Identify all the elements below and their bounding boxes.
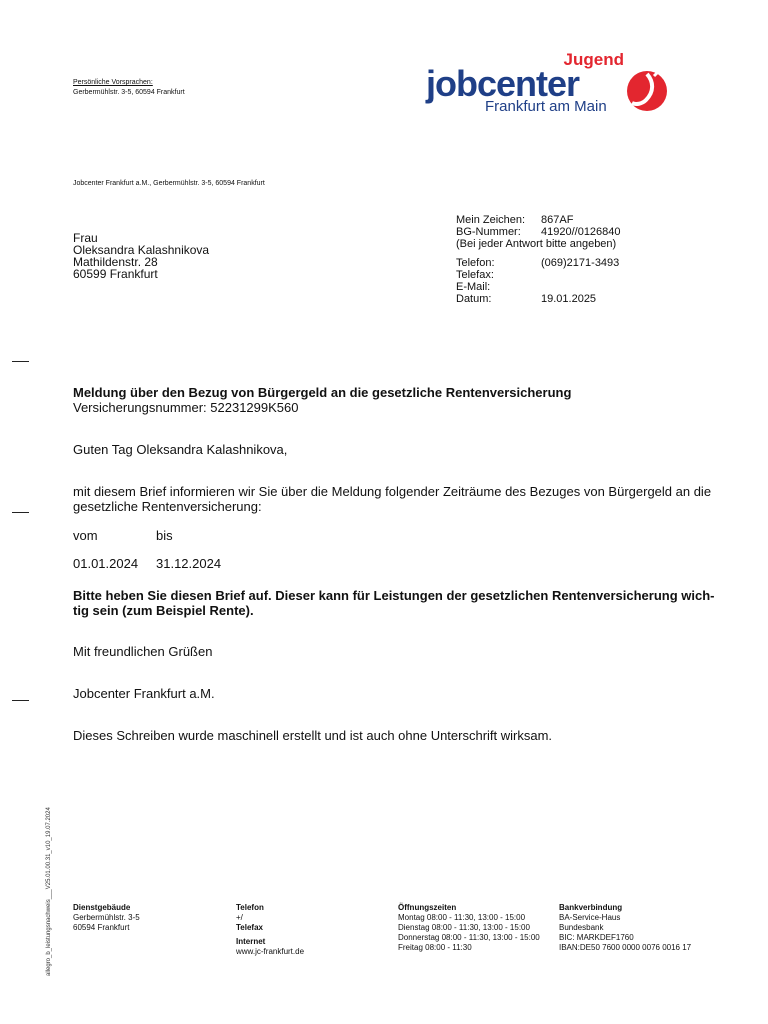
email-row	[456, 281, 621, 293]
period-header-from: vom	[73, 528, 98, 543]
footer-bank-line-3: BIC: MARKDEF1760	[559, 933, 634, 942]
sender-line: Jobcenter Frankfurt a.M., Gerbermühlstr. 3-5, 60594 Frankfurt	[73, 180, 265, 187]
intro-paragraph	[73, 484, 711, 514]
intro-line-2: gesetzliche Rentenversicherung:	[73, 499, 262, 514]
datum-value: 19.01.2025	[541, 293, 597, 305]
letter-subject: Meldung über den Bezug von Bürgergeld an die gesetzliche Rentenversicherung	[73, 385, 572, 400]
fold-mark-top	[12, 361, 29, 362]
form-code-vertical: allegro_b_leistungsnachweis___V25.01.00.31_v10_19.07.2024	[46, 807, 52, 976]
bg-nummer-label: BG-Nummer:	[456, 226, 521, 238]
greeting: Guten Tag Oleksandra Kalashnikova,	[73, 442, 288, 457]
fold-mark-bottom	[12, 700, 29, 701]
intro-line-1: mit diesem Brief informieren wir Sie über die Meldung folgender Zeiträume des Bezuges von Bürgergeld an die	[73, 484, 712, 499]
period-table	[73, 528, 221, 571]
logo-mark-icon	[624, 68, 670, 114]
footer-bank	[559, 903, 691, 953]
footer-building-line-2: 60594 Frankfurt	[73, 923, 130, 932]
period-header-to: bis	[156, 528, 173, 543]
logo-brand-text: jobcenter	[426, 63, 580, 104]
footer-hours-line-2: Dienstag 08:00 - 11:30, 13:00 - 15:00	[398, 923, 530, 932]
mein-zeichen-label: Mein Zeichen:	[456, 214, 526, 226]
recipient-name: Oleksandra Kalashnikova	[73, 243, 210, 257]
mein-zeichen-row	[456, 214, 621, 226]
logo-jugend-text: Jugend	[563, 50, 624, 69]
recipient-city: 60599 Frankfurt	[73, 267, 158, 281]
period-row	[73, 556, 221, 571]
telefon-row	[456, 257, 621, 269]
footer-bank-heading: Bankverbindung	[559, 903, 623, 912]
jobcenter-logo	[424, 48, 674, 118]
footer-bank-line-2: Bundesbank	[559, 923, 604, 932]
datum-row	[456, 293, 621, 305]
period-from: 01.01.2024	[73, 556, 139, 571]
footer-hours-heading: Öffnungszeiten	[398, 903, 457, 912]
footer-fax-heading: Telefax	[236, 923, 263, 932]
footer-hours-line-1: Montag 08:00 - 11:30, 13:00 - 15:00	[398, 913, 526, 922]
visit-address: Gerbermühlstr. 3-5, 60594 Frankfurt	[73, 89, 185, 96]
recipient-street: Mathildenstr. 28	[73, 255, 158, 269]
mein-zeichen-value: 867AF	[541, 214, 574, 226]
insurance-number: Versicherungsnummer: 52231299K560	[73, 400, 299, 415]
telefon-value: (069)2171-3493	[541, 257, 620, 269]
closing: Mit freundlichen Grüßen	[73, 644, 213, 659]
footer-building	[73, 903, 140, 933]
telefax-label: Telefax:	[456, 269, 494, 281]
footer-hours-line-3: Donnerstag 08:00 - 11:30, 13:00 - 15:00	[398, 933, 540, 942]
bg-nummer-value: 41920//0126840	[541, 226, 621, 238]
recipient-salutation: Frau	[73, 231, 98, 245]
footer-internet-heading: Internet	[236, 937, 266, 946]
period-to: 31.12.2024	[156, 556, 222, 571]
notice-line-1: Bitte heben Sie diesen Brief auf. Dieser kann für Leistungen der gesetzlichen Rentenversicherung wich-	[73, 588, 715, 603]
footer-bank-line-4: IBAN:DE50 7600 0000 0076 0016 17	[559, 943, 692, 952]
visit-heading: Persönliche Vorsprachen:	[73, 79, 153, 86]
fold-mark-middle	[12, 512, 29, 513]
footer-internet-value: www.jc-frankfurt.de	[236, 947, 305, 956]
reference-note: (Bei jeder Antwort bitte angeben)	[456, 238, 617, 250]
signature: Jobcenter Frankfurt a.M.	[73, 686, 215, 701]
notice-paragraph	[73, 588, 715, 618]
footer-hours-line-4: Freitag 08:00 - 11:30	[398, 943, 472, 952]
datum-label: Datum:	[456, 293, 492, 305]
footer-bank-line-1: BA-Service-Haus	[559, 913, 621, 922]
footer-phone-value: +/	[236, 913, 243, 922]
email-label: E-Mail:	[456, 281, 491, 293]
notice-line-2: tig sein (zum Beispiel Rente).	[73, 603, 254, 618]
footer-contact	[236, 903, 304, 957]
telefax-row	[456, 269, 621, 281]
telefon-label: Telefon:	[456, 257, 495, 269]
machine-note: Dieses Schreiben wurde maschinell erstellt und ist auch ohne Unterschrift wirksam.	[73, 728, 553, 743]
reference-block	[456, 214, 621, 305]
footer-phone-heading: Telefon	[236, 903, 264, 912]
logo-city-text: Frankfurt am Main	[485, 98, 607, 115]
recipient-block	[73, 232, 209, 280]
period-header-row	[73, 528, 221, 543]
footer-hours	[398, 903, 540, 953]
bg-nummer-row	[456, 226, 621, 238]
footer-building-heading: Dienstgebäude	[73, 903, 131, 912]
footer-building-line-1: Gerbermühlstr. 3-5	[73, 913, 140, 922]
